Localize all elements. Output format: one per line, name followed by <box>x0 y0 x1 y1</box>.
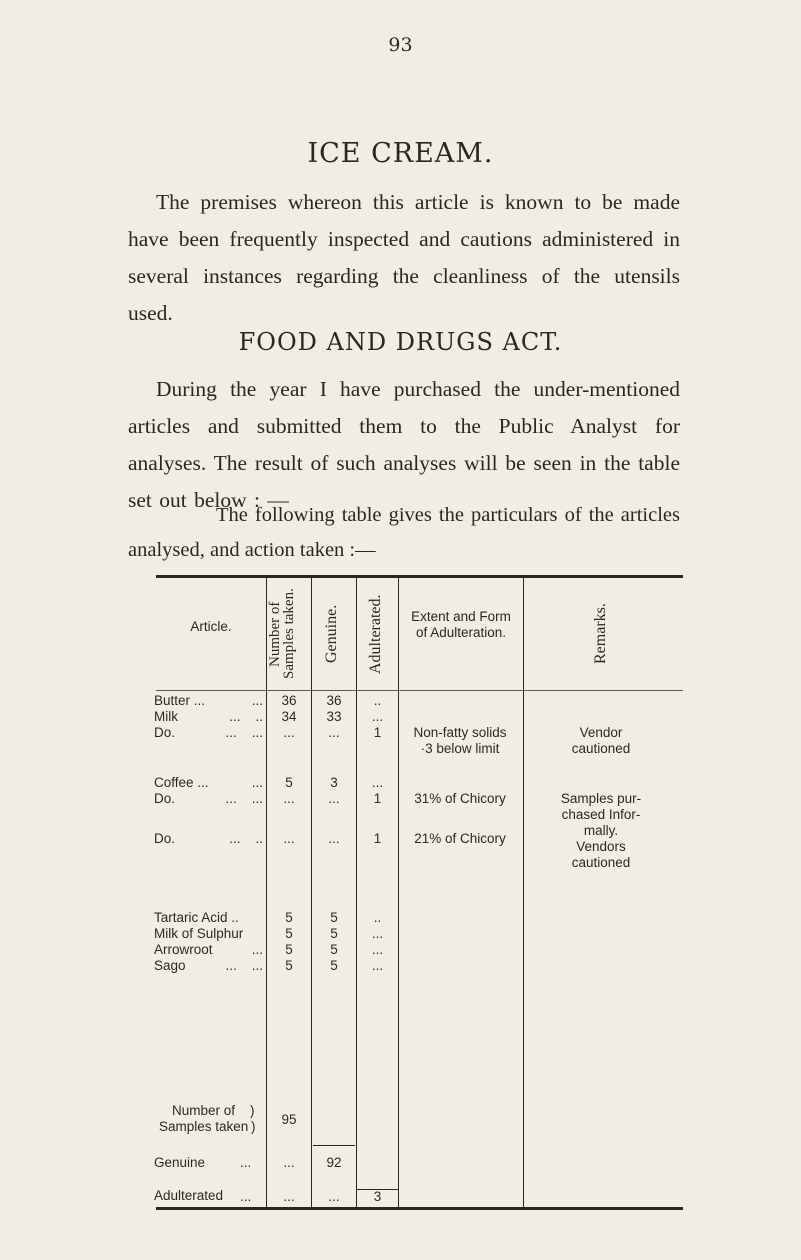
row-genuine: ... <box>328 831 340 846</box>
table-intro: The following table gives the particulars of the articles analysed, and action taken :— <box>128 504 680 561</box>
totals-samples-value: 95 <box>281 1112 297 1127</box>
row-genuine: 36 <box>326 693 342 708</box>
row-genuine: ... <box>328 791 340 806</box>
row-genuine: 5 <box>330 926 338 941</box>
row-genuine: 33 <box>326 709 342 724</box>
row-adulterated: .. <box>373 693 382 708</box>
row-article: Do. <box>154 725 176 740</box>
table-top-rule <box>156 575 683 578</box>
totals-adulterated-dots: ... <box>240 1189 252 1204</box>
header-extent: Extent and Form of Adulteration. <box>411 609 511 640</box>
row-article: Milk of Sulphur <box>154 926 244 941</box>
row-dots: ... ... <box>225 791 263 806</box>
table-bottom-rule <box>156 1207 683 1210</box>
totals-genuine-samples: ... <box>283 1155 295 1170</box>
row-samples: ... <box>283 725 295 740</box>
row-adulterated: ... <box>371 926 384 941</box>
row-samples: 36 <box>281 693 297 708</box>
row-dots: ... ... <box>225 958 263 973</box>
row-adulterated: 1 <box>373 725 382 740</box>
col-rule-4 <box>398 577 399 1209</box>
col-rule-1 <box>266 577 267 1209</box>
row-genuine: 3 <box>330 775 338 790</box>
section-title-food-drugs-act: FOOD AND DRUGS ACT. <box>238 328 563 356</box>
row-samples: 5 <box>285 926 293 941</box>
row-samples: 5 <box>285 958 293 973</box>
totals-adulterated-samples: ... <box>283 1189 295 1204</box>
row-extent: 31% of Chicory <box>414 791 506 806</box>
row-samples: 5 <box>285 942 293 957</box>
section-title-ice-cream: ICE CREAM. <box>307 138 494 169</box>
totals-adulterated-value: 3 <box>373 1189 382 1204</box>
row-article: Do. <box>154 791 176 806</box>
col-rule-3 <box>356 577 357 1209</box>
row-genuine: ... <box>328 725 340 740</box>
row-adulterated: .. <box>373 910 382 925</box>
row-adulterated: ... <box>371 958 384 973</box>
row-samples: 34 <box>281 709 297 724</box>
row-adulterated: ... <box>371 709 384 724</box>
row-article: Milk <box>154 709 178 724</box>
row-dots: ... .. <box>229 831 263 846</box>
totals-brace-close: ) <box>251 1119 256 1134</box>
header-adulterated: Adulterated. <box>367 594 384 674</box>
col-rule-5 <box>523 577 524 1209</box>
row-article: Arrowroot <box>154 942 213 957</box>
row-dots: ... ... <box>225 725 263 740</box>
totals-adulterated-label: Adulterated <box>154 1188 224 1203</box>
row-extent: Non-fatty solids ·3 below limit <box>413 725 507 756</box>
act-paragraph: During the year I have purchased the under-mentioned articles and submitted them to the Public Analyst for analyses. The result of such analyses will be seen in the table set out below : — <box>128 377 680 512</box>
row-dots: ... <box>251 775 263 790</box>
header-genuine: Genuine. <box>323 604 340 664</box>
row-article: Do. <box>154 831 176 846</box>
row-samples: 5 <box>285 775 293 790</box>
header-remarks: Remarks. <box>592 603 609 665</box>
analysis-table <box>156 575 683 1211</box>
row-adulterated: 1 <box>373 791 382 806</box>
row-article: Coffee ... <box>154 775 209 790</box>
row-dots: ... .. <box>229 709 263 724</box>
row-article: Tartaric Acid .. <box>154 910 239 925</box>
row-extent: 21% of Chicory <box>414 831 506 846</box>
col-rule-2 <box>311 577 312 1209</box>
totals-genuine-label: Genuine <box>154 1155 206 1170</box>
page-number: 93 <box>388 34 413 56</box>
row-adulterated: 1 <box>373 831 382 846</box>
genuine-total-rule <box>313 1145 355 1146</box>
row-samples: ... <box>283 791 295 806</box>
row-genuine: 5 <box>330 910 338 925</box>
totals-samples-label-2: Samples taken <box>159 1119 249 1134</box>
totals-genuine-dots: ... <box>240 1155 252 1170</box>
row-article: Butter ... <box>154 693 206 708</box>
totals-adulterated-genuine: ... <box>328 1189 340 1204</box>
row-samples: ... <box>283 831 295 846</box>
row-samples: 5 <box>285 910 293 925</box>
totals-brace-open: ) <box>250 1103 255 1118</box>
row-genuine: 5 <box>330 942 338 957</box>
row-dots: ... <box>251 942 263 957</box>
row-article: Sago <box>154 958 186 973</box>
row-remarks: Samples pur-chased Infor-mally. Vendors cautioned <box>560 791 642 870</box>
row-remarks: Vendor cautioned <box>571 725 631 756</box>
totals-samples-label-1: Number of <box>172 1103 236 1118</box>
row-genuine: 5 <box>330 958 338 973</box>
totals-genuine-value: 92 <box>326 1155 342 1170</box>
row-adulterated: ... <box>371 775 384 790</box>
header-samples: Number of Samples taken. <box>267 588 297 680</box>
header-rule <box>156 690 683 691</box>
row-dots: ... <box>251 693 263 708</box>
header-article: Article. <box>190 619 232 634</box>
ice-cream-paragraph: The premises whereon this article is known to be made have been frequently inspected and cautions administered in several instances regarding the cleanliness of the utensils used. <box>128 190 680 325</box>
row-adulterated: ... <box>371 942 384 957</box>
